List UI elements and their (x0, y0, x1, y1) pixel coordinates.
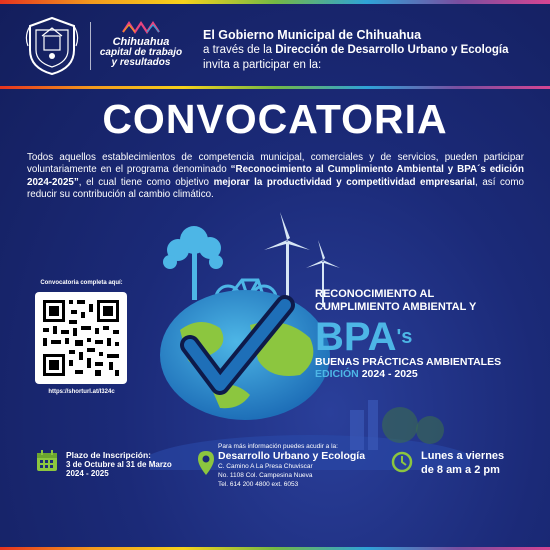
city-seal-logo (24, 16, 80, 76)
bpa-branding (315, 288, 545, 380)
qr-url[interactable]: https://shorturl.at/l324c (48, 389, 115, 395)
bpa-subtitle: BUENAS PRÁCTICAS AMBIENTALES (315, 356, 502, 368)
qr-code-icon (35, 292, 127, 384)
body-objective: mejorar la productividad y competitividad empresarial (213, 176, 476, 188)
qr-code[interactable] (35, 292, 127, 384)
clock-icon (391, 451, 413, 473)
city-name: Chihuahua (112, 36, 170, 48)
body-paragraph (27, 152, 524, 202)
location-pin-icon (198, 451, 214, 475)
header-divider (90, 22, 91, 70)
deadline-label: Plazo de Inscripción: (66, 450, 152, 460)
deadline-dates: 3 de Octubre al 31 de Marzo (66, 460, 172, 469)
bpa-edition-word: EDICIÓN (315, 368, 359, 380)
bpa-edition (315, 368, 545, 380)
bpa-acronym-suffix: 's (396, 326, 413, 348)
header (18, 14, 538, 80)
body-text-2: , el cual tiene como objetivo (78, 176, 214, 188)
chihuahua-logo (96, 20, 186, 68)
body-text-3: , así como reducir su contribución al cambio climático. (27, 176, 524, 201)
footer-hours-text (421, 449, 541, 477)
qr-caption: Convocatoria completa aquí: (40, 280, 123, 286)
rainbow-bar-middle (0, 86, 550, 89)
hours-time: de 8 am a 2 pm (421, 464, 500, 476)
intro-line-2 (203, 43, 550, 58)
rainbow-bar-top (0, 0, 550, 4)
bpa-line-1: RECONOCIMIENTO AL (315, 288, 435, 300)
intro-line-1: El Gobierno Municipal de Chihuahua (203, 28, 422, 42)
city-tagline-1: capital de trabajo (99, 47, 183, 58)
intro-line-3: invita a participar en la: (203, 59, 322, 71)
body-text-1: Todos aquellos establecimientos de competencia municipal, comerciales y de servicios, pueden participar voluntariamente en el programa denominado (27, 152, 524, 176)
tree-icon (163, 226, 223, 300)
footer-deadline-text (66, 450, 196, 478)
chihuahua-mark-icon (121, 20, 161, 34)
contact-phone: Tel. 614 200 4800 ext. 6053 (218, 481, 299, 488)
footer-contact-text (218, 443, 398, 489)
intro-text (203, 28, 550, 73)
wind-turbine-icon (264, 212, 310, 307)
hours-days: Lunes a viernes (421, 450, 505, 462)
page-title: CONVOCATORIA (102, 96, 448, 142)
intro-line-2-pre: a través de la (203, 44, 276, 56)
bpa-edition-years: 2024 - 2025 (361, 368, 418, 380)
contact-office: Desarrollo Urbano y Ecología (218, 450, 366, 462)
contact-address-2: No. 1108 Col. Campesina Nueva (218, 472, 313, 479)
body-program-name: “Reconocimiento al Cumplimiento Ambiental y BPA´s edición 2024-2025” (27, 164, 524, 188)
city-tagline-2: y resultados (111, 57, 171, 68)
footer-hours (391, 449, 541, 477)
deadline-year: 2024 - 2025 (66, 469, 109, 478)
contact-intro: Para más información puedes acudir a la: (218, 443, 338, 450)
footer-contact (198, 443, 398, 489)
intro-line-2-bold: Dirección de Desarrollo Urbano y Ecología (275, 44, 509, 56)
footer-deadline (36, 450, 196, 478)
bpa-acronym (315, 316, 545, 358)
contact-address-1: C. Camino A La Presa Chuviscar (218, 463, 313, 470)
calendar-icon (36, 450, 58, 472)
bpa-line-2: CUMPLIMIENTO AMBIENTAL Y (315, 301, 477, 313)
bpa-acronym-text: BPA (315, 315, 397, 359)
